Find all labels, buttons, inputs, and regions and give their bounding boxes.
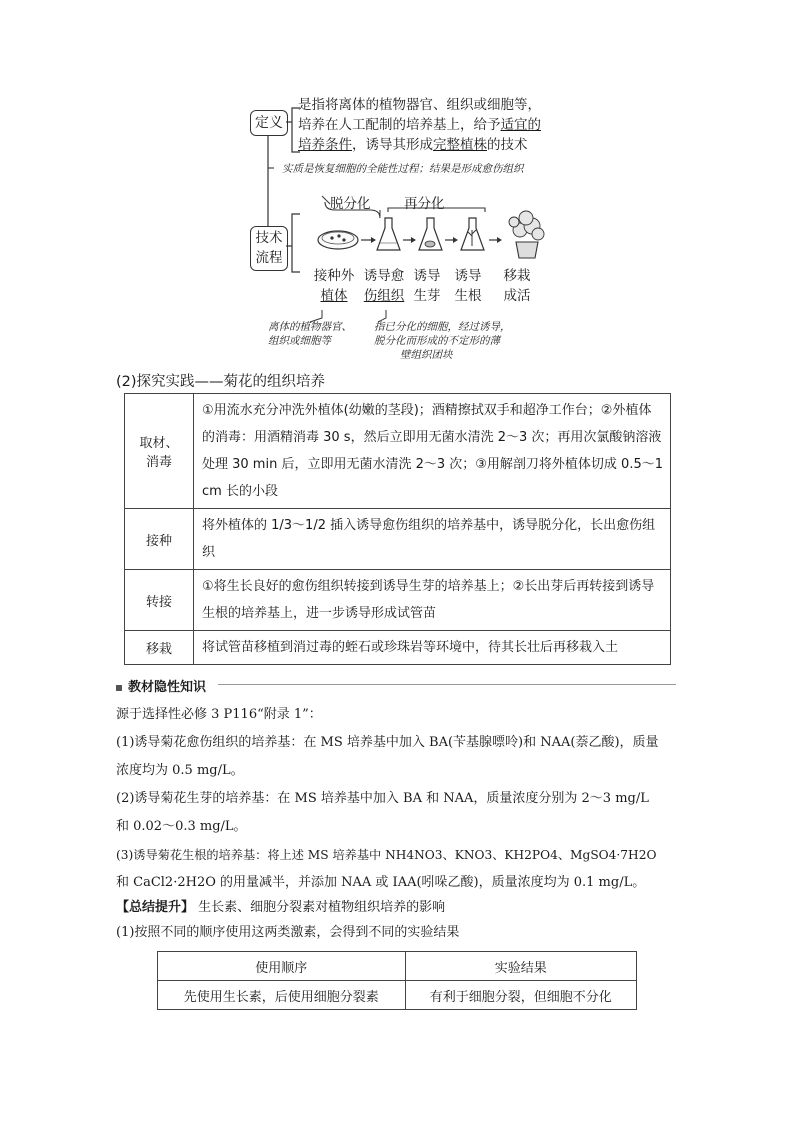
para-2b: 和 0.02～0.3 mg/L。 bbox=[116, 819, 247, 834]
essence-note: 实质是恢复细胞的全能性过程；结果是形成愈伤组织 bbox=[282, 163, 524, 175]
header-cell: 使用顺序 bbox=[158, 952, 406, 981]
row-content: 将外植体的 1/3～1/2 插入诱导愈伤组织的培养基中，诱导脱分化，长出愈伤组织 bbox=[194, 509, 671, 570]
row-head: 取材、 消毒 bbox=[125, 394, 194, 509]
summary-line: 【总结提升】 生长素、细胞分裂素对植物组织培养的影响 bbox=[116, 900, 446, 915]
row-content: 将试管苗移植到消过毒的蛭石或珍珠岩等环境中，待其长壮后再移栽入土 bbox=[194, 631, 671, 665]
step-bud: 诱导 生芽 bbox=[413, 268, 441, 304]
row-head: 接种 bbox=[125, 509, 194, 570]
section-title: (2)探究实践——菊花的组织培养 bbox=[116, 374, 326, 390]
step-transplant: 移栽 成活 bbox=[503, 268, 531, 304]
procedure-table bbox=[124, 393, 671, 665]
step-root: 诱导 生根 bbox=[454, 268, 482, 304]
table-row bbox=[125, 394, 671, 509]
definition-label: 定义 bbox=[250, 110, 288, 136]
table-row bbox=[158, 952, 637, 981]
table-row bbox=[125, 631, 671, 665]
definition-text: 是指将离体的植物器官、组织或细胞等， 培养在人工配制的培养基上，给予适宜的 培养条件，诱导其形成完整植株的技术 bbox=[298, 97, 541, 153]
table-row bbox=[158, 981, 637, 1010]
para-1b: 浓度均为 0.5 mg/L。 bbox=[116, 763, 244, 778]
redifferentiation-label: 再分化 bbox=[404, 196, 445, 212]
step-callus: 诱导愈 伤组织 bbox=[363, 268, 405, 304]
square-bullet-icon bbox=[116, 685, 122, 691]
para-3a: (3)诱导菊花生根的培养基：将上述 MS 培养基中 NH4NO3、KNO3、KH2PO4、MgSO4·7H2O bbox=[116, 848, 657, 862]
row-content: ①用流水充分冲洗外植体(幼嫩的茎段)；酒精擦拭双手和超净工作台；②外植体的消毒：用酒精消毒 30 s，然后立即用无菌水清洗 2～3 次；再用次氯酸钠溶液处理 30 min 后，立即用无菌水清洗 2～3 次；③用解剖刀将外植体切成 0.5～1 cm 长的小段 bbox=[194, 394, 671, 509]
table-row bbox=[125, 509, 671, 570]
explant-note: 离体的植物器官、 组织或细胞等 bbox=[268, 321, 352, 347]
row-content: ①将生长良好的愈伤组织转接到诱导生芽的培养基上；②长出芽后再转接到诱导生根的培养基上，进一步诱导形成试管苗 bbox=[194, 570, 671, 631]
para-3b: 和 CaCl2·2H2O 的用量减半，并添加 NAA 或 IAA(吲哚乙酸)，质量浓度均为 0.1 mg/L。 bbox=[116, 875, 646, 890]
divider bbox=[218, 684, 676, 685]
row-head: 移栽 bbox=[125, 631, 194, 665]
order-line: (1)按照不同的顺序使用这两类激素，会得到不同的实验结果 bbox=[116, 925, 460, 940]
para-2a: (2)诱导菊花生芽的培养基：在 MS 培养基中加入 BA 和 NAA，质量浓度分别为 2～3 mg/L bbox=[116, 791, 649, 806]
para-1a: (1)诱导菊花愈伤组织的培养基：在 MS 培养基中加入 BA(苄基腺嘌呤)和 NAA(萘乙酸)，质量 bbox=[116, 735, 659, 750]
hormone-order-table bbox=[157, 951, 637, 1010]
row-head: 转接 bbox=[125, 570, 194, 631]
table-row bbox=[125, 570, 671, 631]
callus-note: 指已分化的细胞，经过诱导， 脱分化而形成的不定形的薄 壁组织团块 bbox=[374, 321, 511, 361]
header-cell: 实验结果 bbox=[405, 952, 636, 981]
dedifferentiation-label: 脱分化 bbox=[330, 196, 371, 212]
table-cell: 先使用生长素，后使用细胞分裂素 bbox=[158, 981, 406, 1010]
source-line: 源于选择性必修 3 P116“附录 1”： bbox=[116, 707, 322, 722]
hidden-knowledge-header: 教材隐性知识 bbox=[116, 676, 676, 695]
process-label: 技术 流程 bbox=[250, 226, 288, 271]
step-inoculate: 接种外 植体 bbox=[313, 268, 355, 304]
table-cell: 有利于细胞分裂，但细胞不分化 bbox=[405, 981, 636, 1010]
